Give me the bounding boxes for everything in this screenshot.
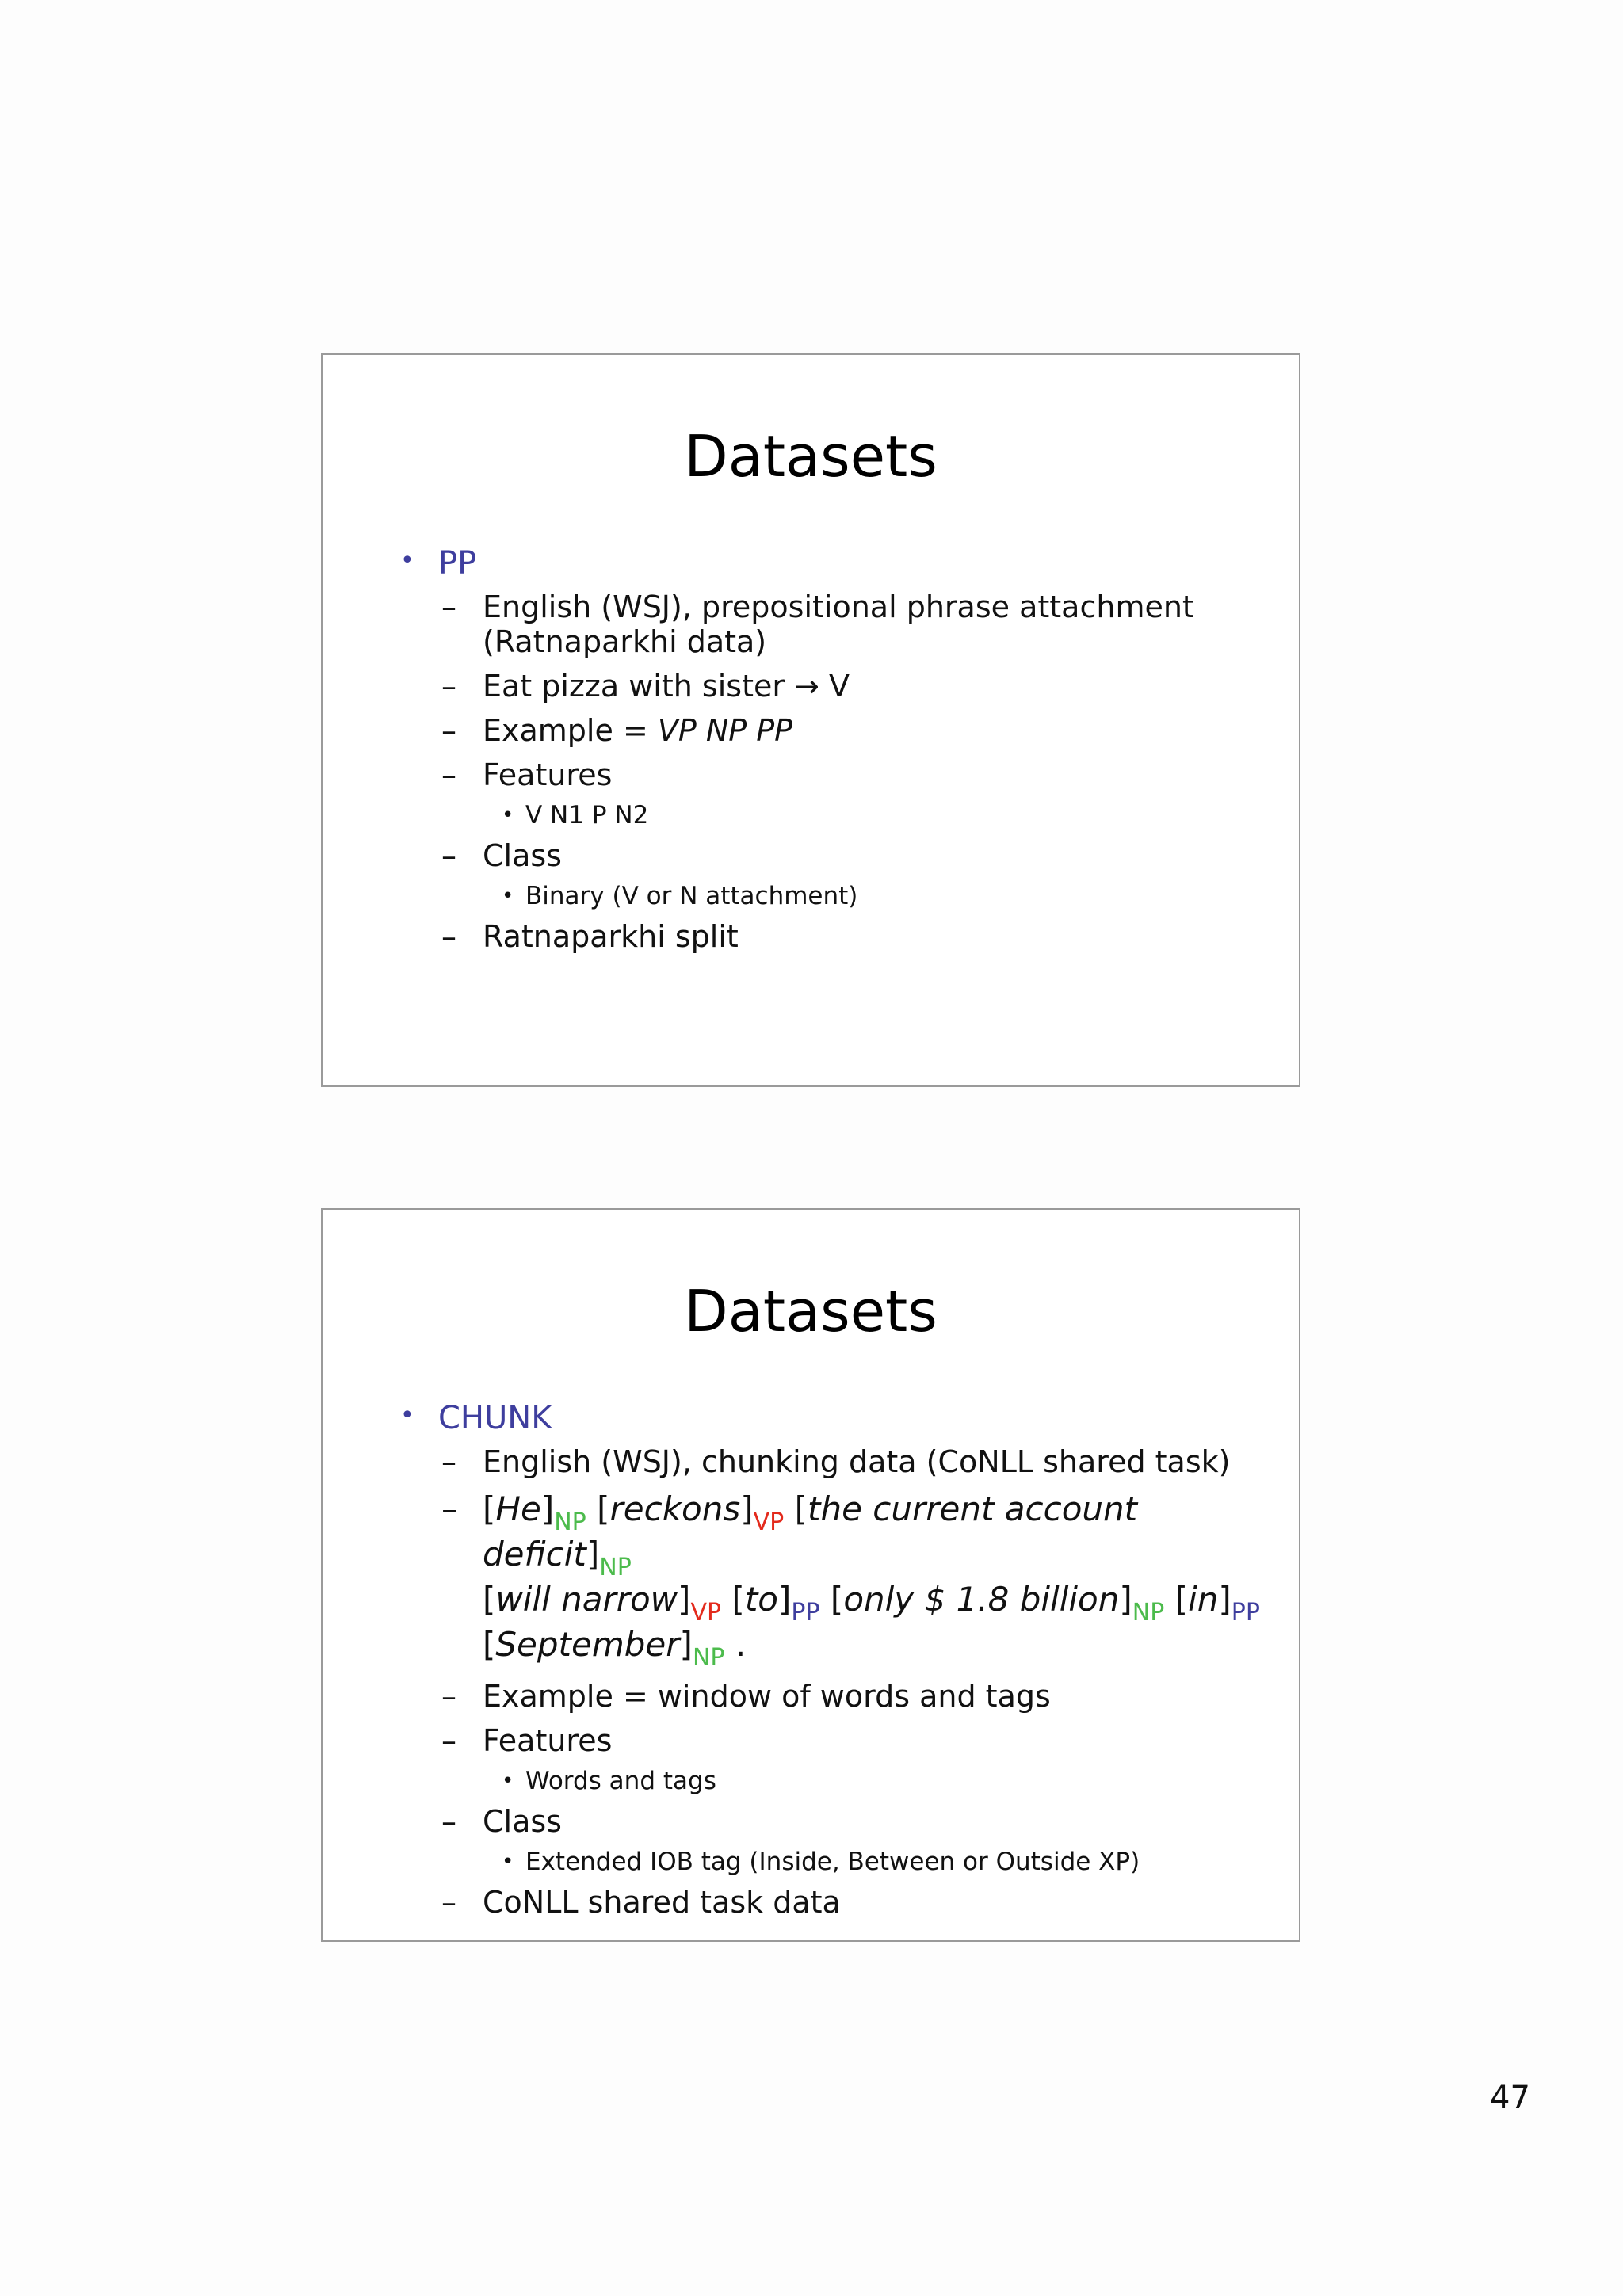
chunk-word: to [744, 1580, 778, 1619]
chunk-tag: NP [599, 1554, 632, 1581]
chunk-example [483, 1489, 1267, 1672]
chunk-phrase: $[to]_{PP}$ [731, 1580, 820, 1627]
item-text-cont: (Ratnaparkhi data) [483, 624, 767, 659]
list-item: – English (WSJ), chunking data (CoNLL shared task) [441, 1444, 1231, 1479]
chunk-phrase: [will $narrow]_{VP}$ [483, 1580, 722, 1627]
slide-title: Datasets [684, 1278, 938, 1344]
item-text: English (WSJ), chunking data (CoNLL shared task) [483, 1444, 1231, 1479]
chunk-tag: NP [1132, 1599, 1165, 1627]
list-item: – Class [441, 1804, 562, 1839]
item-text: Features [483, 1723, 613, 1758]
list-item: – Features [441, 757, 613, 792]
chunk-tag: PP [791, 1599, 820, 1627]
chunk-tag: PP [1231, 1599, 1260, 1627]
chunk-tag: VP [690, 1599, 722, 1627]
chunk-tag: NP [692, 1644, 725, 1672]
list-item: – Ratnaparkhi split [441, 919, 739, 954]
list-item: – Example = VP NP PP [441, 713, 793, 748]
slide-title: Datasets [684, 423, 938, 490]
bullet-chunk [400, 1400, 1267, 1444]
list-item: – CoNLL shared task data [441, 1885, 841, 1920]
item-text: Example = window of words and tags [483, 1679, 1051, 1714]
chunk-line [483, 1489, 1267, 1579]
sub-item-text: Binary (V or N attachment) [525, 882, 858, 910]
sub-item: • Binary (V or N attachment) [502, 882, 858, 910]
list-item-chunk-example: – $[He]_{NP}$ $[reckons]_{VP}$ [the current account $deficit]_{NP}$ [will $narrow]_{VP}$ $[to]_{PP}$ [only $ 1.8 $billion]_{NP}$ $[in]_{PP}$ $[September]_{NP}$ . [400, 1489, 1267, 1669]
item-text: Example = [483, 713, 658, 748]
bullet-label: CHUNK [438, 1400, 552, 1436]
chunk-word: in [1188, 1580, 1219, 1619]
chunk-tag: VP [753, 1508, 785, 1536]
chunk-word: the current account deficit [483, 1489, 1138, 1573]
item-text: CoNLL shared task data [483, 1885, 841, 1920]
list-item: – English (WSJ), prepositional phrase attachment (Ratnaparkhi data) [441, 589, 1194, 659]
bullet-dot: • [400, 547, 414, 574]
item-text: Eat pizza with sister → V [483, 669, 850, 704]
list-item: – Features [441, 1723, 613, 1758]
item-text: Class [483, 1804, 562, 1839]
slide-content [400, 1400, 1267, 1929]
sub-item-text: V N1 P N2 [525, 801, 649, 830]
chunk-phrase: $[in]_{PP}$ [1174, 1580, 1260, 1627]
item-text: Features [483, 757, 613, 792]
sub-item: • V N1 P N2 [502, 801, 649, 830]
sub-item-text: Words and tags [525, 1767, 716, 1795]
chunk-phrase: [the current account $deficit]_{NP}$ [483, 1489, 1138, 1581]
page-number: 47 [1490, 2080, 1530, 2116]
list-item: – Class [441, 838, 562, 873]
list-item: – Eat pizza with sister → V [441, 669, 850, 704]
slide-content [400, 545, 1267, 963]
item-text: Class [483, 838, 562, 873]
slide-chunk [321, 1208, 1300, 1942]
slide-pp [321, 353, 1300, 1087]
item-text: English (WSJ), prepositional phrase attachment [483, 589, 1194, 624]
chunk-phrase: [only $ 1.8 $billion]_{NP}$ [830, 1580, 1165, 1627]
bullet-label: PP [438, 545, 477, 582]
chunk-phrase: $[reckons]_{VP}$ [597, 1489, 785, 1536]
chunk-word: will narrow [495, 1580, 678, 1619]
bullet-pp [400, 545, 1267, 589]
sub-item: • Words and tags [502, 1767, 716, 1795]
chunk-word: September [495, 1625, 680, 1664]
chunk-tag: NP [554, 1508, 586, 1536]
sub-item: • Extended IOB tag (Inside, Between or Outside XP) [502, 1848, 1140, 1876]
chunk-line [483, 1579, 1267, 1627]
item-text: Ratnaparkhi split [483, 919, 739, 954]
bullet-dot: • [400, 1402, 414, 1429]
chunk-phrase: $[September]_{NP}$ [483, 1625, 725, 1672]
chunk-word: He [495, 1489, 541, 1528]
chunk-word: reckons [609, 1489, 741, 1528]
chunk-line [483, 1624, 1267, 1672]
chunk-phrase: $[He]_{NP}$ [483, 1489, 586, 1536]
list-item: – Example = window of words and tags [441, 1679, 1051, 1714]
chunk-word: only $ 1.8 billion [843, 1580, 1120, 1619]
item-italic: VP NP PP [657, 713, 793, 748]
chunk-end-punct: . [724, 1625, 747, 1664]
sub-item-text: Extended IOB tag (Inside, Between or Outside XP) [525, 1848, 1140, 1876]
